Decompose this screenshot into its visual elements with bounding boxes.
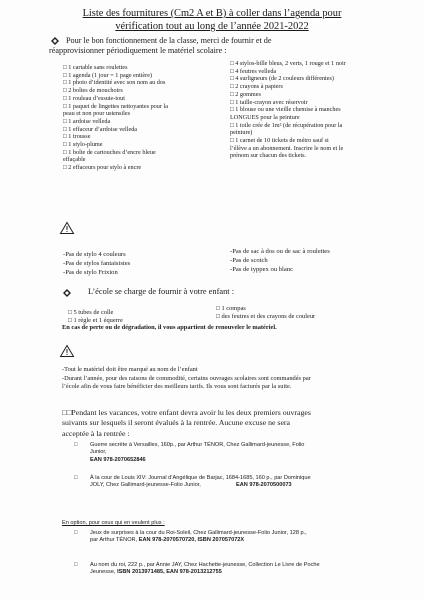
school-provides-right-list [216,305,315,321]
book-bullet: □ [74,562,78,568]
diamond-bullet-icon [63,289,71,297]
loss-warning: En cas de perte ou de dégradation, il vous appartient de renouveler le matériel. [62,324,277,331]
list-item: □ 1 rouleau d’essuie-tout [63,94,125,102]
note-line: -Durant l’année, pour des raisons de commodité, certains ouvrages scolaires sont commandés par [62,374,311,382]
list-item: □ 1 blouse ou une vieille chemise à manches [230,106,341,114]
list-item: □ 2 boîtes de mouchoirs [63,87,123,95]
book-line: JOLY, Chez Gallimard-jeunesse-Folio Junior, [90,482,201,489]
note-line: l’école afin de vous faire bénéficier des meilleurs tarifs. Ils vous sont facturés par la suite. [62,383,292,391]
school-provides-heading: L’école se charge de fournir à votre enfant : [88,287,235,296]
book-line: Junior, [90,449,107,456]
list-item: □ 1 stylo-plume [63,141,103,149]
list-item: □ 1 règle et 1 équerre [68,317,123,325]
list-item: -Pas de sac à dos ou de sac à roulettes [230,248,330,255]
list-item: effaçable [63,156,86,164]
list-item: -Pas de stylo Frixion [63,269,118,276]
warning-triangle-icon [60,345,74,357]
list-item: LONGUES pour la peinture [230,113,300,121]
list-item: □ 1 cartable sans roulettes [63,64,128,71]
vacation-line-1: □□Pendant les vacances, votre enfant devra avoir lu les deux premiers ouvrages [62,408,311,417]
list-item: □ 2 gommes [230,90,261,98]
list-item: -Pas de typpex ou blanc [230,266,293,273]
book-entry-1 [90,442,304,464]
list-item: -Pas de stylo 4 couleurs [63,251,126,258]
book-line: par Arthur TÉNOR, [90,537,138,544]
book-ean: EAN 978-2070570720, ISBN 207057072X [138,537,245,544]
vacation-paragraph [62,408,382,439]
list-item: -Pas de stylos fantaisistes [63,260,131,267]
book-ean: ISBN 2013971485, EAN 978-2013212755 [117,569,222,576]
book-line: À la cour de Louis XIV: Journal d’Angélique de Barjac, 1684-1685, 160 p., par Dominique [90,475,311,481]
book-ean: EAN 978-2070652846 [90,456,146,463]
book-line: Jeunesse, [90,569,116,576]
list-item: □ 1 carnet de 10 tickets de métro sauf si [230,137,329,145]
book-line: Jeux de surprises à la cour du Roi-Soleil, Chez Gallimard-jeunesse-Folio Junior, 128 p., [90,530,307,536]
list-item: prénom sur chacun des tickets. [230,152,307,160]
not-allowed-left-list [63,250,130,277]
vacation-line-2: suivants sur lesquels il seront évalués à la rentrée. Aucune excuse ne sera [62,418,290,428]
list-item: □ 4 feutres velleda [230,67,277,75]
list-item: □ 2 effaceurs pour stylo à encre [63,164,142,172]
book-bullet: □ [74,475,78,481]
supplies-right-list [230,60,346,160]
list-item: peau et non pour ustensiles [63,110,131,118]
optional-book-entry-2-line-2 [90,569,222,576]
list-item: □ 1 toile crée de 1m² (de récupération pour la [230,121,343,129]
notes-block [62,366,311,392]
school-provides-left-list [68,309,123,325]
book-line: Guerre secrète à Versailles, 160p., par Arthur TÉNOR, Chez Gallimard-jeunesse, Folio [90,442,305,448]
list-item: □ 1 compas [216,305,246,312]
list-item: □ 1 agenda (1 jour = 1 page entière) [63,71,153,79]
supplies-left-list [63,64,168,172]
list-item: □ 1 taille-crayon avec réservoir [230,98,308,106]
note-line: -Tout le matériel doit être marqué au nom de l’enfant [62,366,198,373]
optional-book-entry-1-line-2 [90,537,244,544]
title-line-1: Liste des fournitures (Cm2 A et B) à coller dans l’agenda pour [82,8,342,19]
list-item: □ 1 trousse [63,133,91,141]
optional-book-entry-2 [90,562,320,569]
book-ean: EAN 978-2070500073 [236,482,292,489]
list-item: □ 5 tubes de colle [68,309,114,316]
list-item: -Pas de scotch [230,257,268,264]
optional-heading: En option, pour ceux qui en veulent plus : [62,520,165,526]
list-item: □ 1 paquet de lingettes nettoyantes pour la [63,102,168,110]
title-line-2: vérification tout au long de l’année 2021-2022 [115,21,309,32]
not-allowed-right-list [230,247,330,274]
list-item: peinture) [230,129,253,137]
list-item: □ 1 photo d’identité avec son nom au dos [63,79,166,87]
book-bullet: □ [74,442,78,448]
list-item: □ des feutres et des crayons de couleur [216,313,316,321]
list-item: □ 4 surligneurs (de 2 couleurs différentes) [230,75,334,83]
diamond-bullet-icon [51,37,59,45]
list-item: □ 1 effaceur d’ardoise velleda [63,125,138,133]
vacation-line-3: acceptée à la rentrée : [62,428,130,438]
list-item: □ 2 crayons à papiers [230,83,283,91]
list-item: l’élève a un abonnement. Inscrire le nom et le [230,144,344,152]
book-bullet: □ [74,530,78,536]
book-line: Au nom du roi, 222 p., par Annie JAY, Chez Hachette-jeunesse, Collection Le Livre de Poche [90,562,320,568]
list-item: □ 1 ardoise velleda [63,117,111,125]
list-item: □ 4 stylos-bille bleus, 2 verts, 1 rouge et 1 noir [230,60,346,67]
list-item: □ 1 boîte de cartouches d’encre bleue [63,148,156,156]
warning-triangle-icon [60,222,74,234]
intro-line-2: réapprovisionner périodiquement le matériel scolaire : [49,46,227,55]
intro-line-1: Pour le bon fonctionnement de la classe, merci de fournir et de [66,36,272,45]
